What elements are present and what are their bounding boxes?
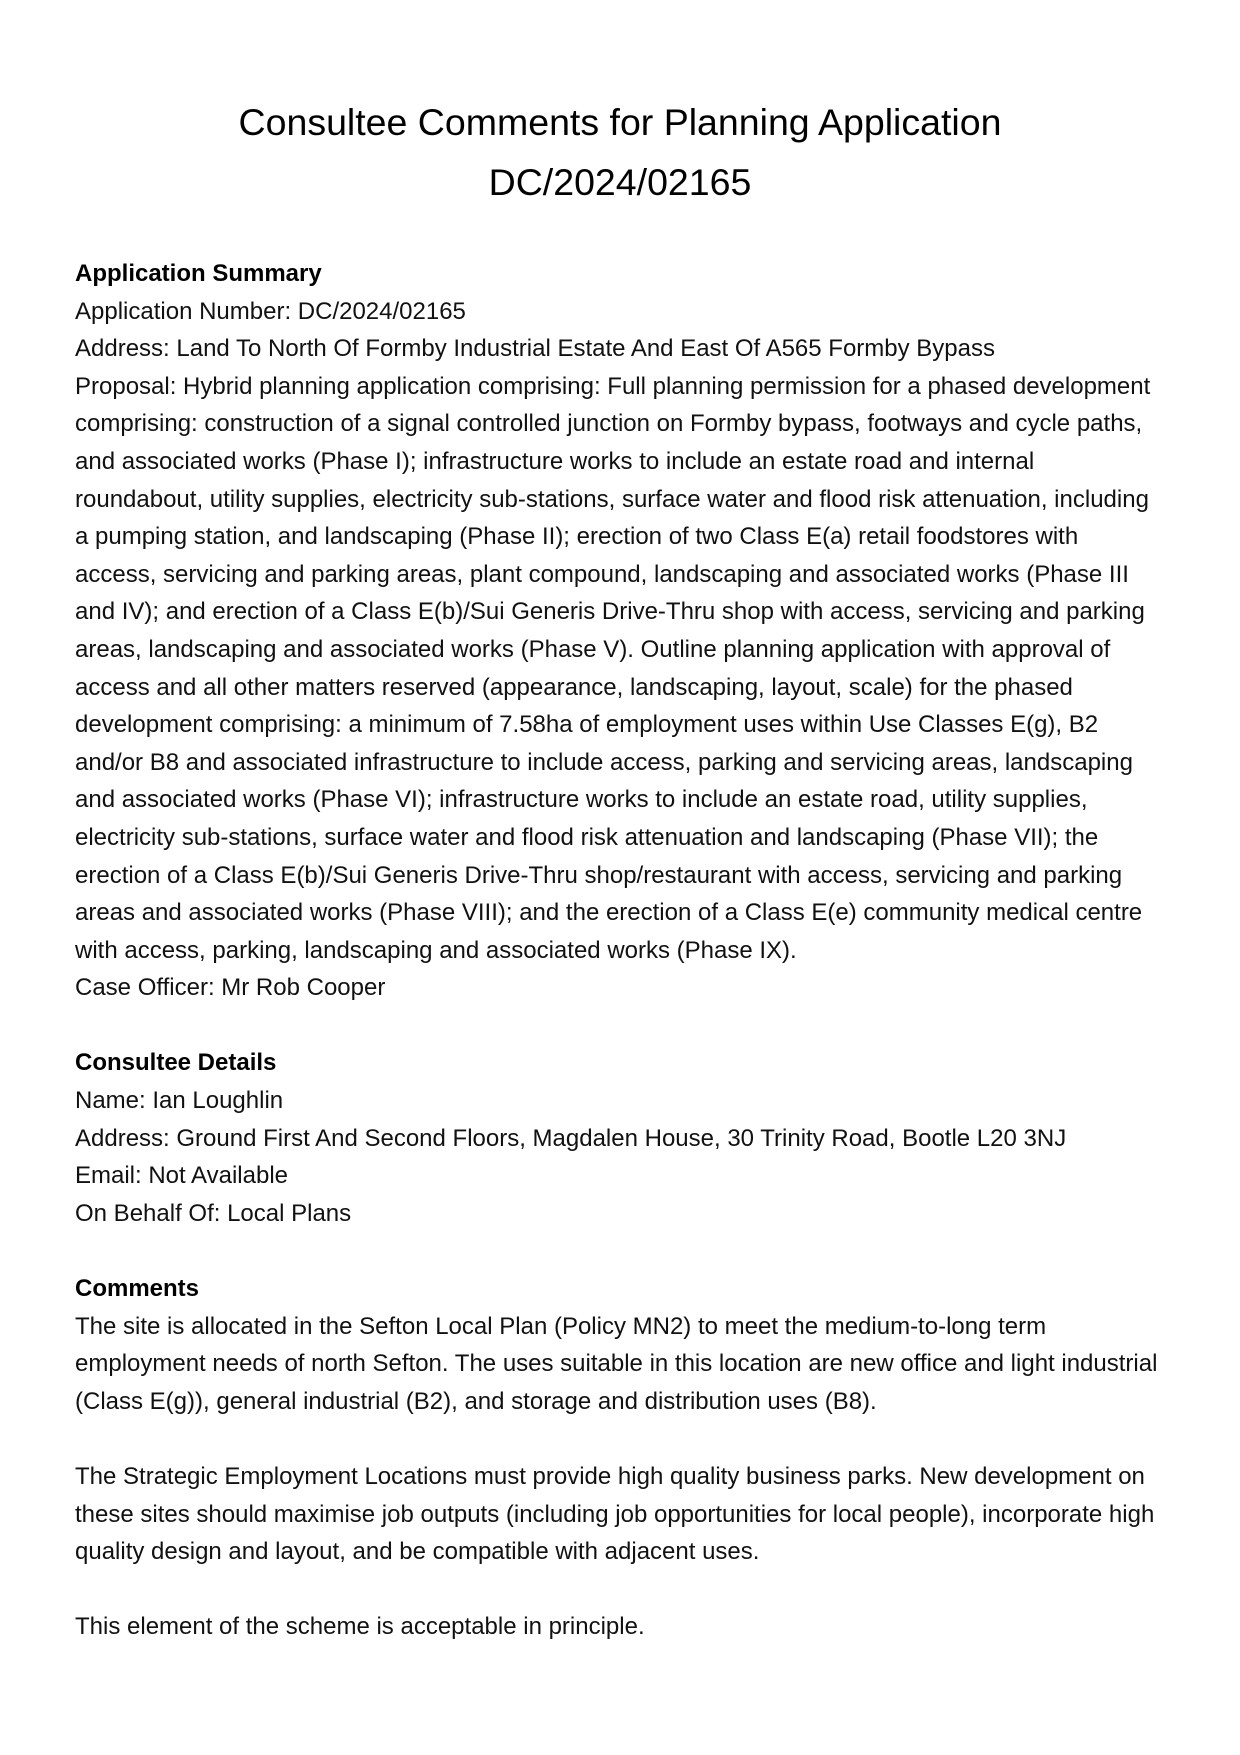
page-title <box>75 92 1165 212</box>
consultee-details-heading: Consultee Details <box>75 1049 277 1077</box>
comment-paragraph: The site is allocated in the Sefton Local Plan (Policy MN2) to meet the medium-to-long term employment needs of north Sefton. The uses suitable in this location are new office and light industrial (Class E(g)), general industrial (B2), and storage and distribution uses (B8). <box>75 1312 1158 1415</box>
application-proposal: Proposal: Hybrid planning application comprising: Full planning permission for a phased development comprising: construction of a signal controlled junction on Formby bypass, footways and cycle paths, and associated works (Phase I); infrastructure works to include an estate road and internal roundabout, utility supplies, electricity sub-stations, surface water and flood risk attenuation, including a pumping station, and landscaping (Phase II); erection of two Class E(a) retail foodstores with access, servicing and parking areas, plant compound, landscaping and associated works (Phase III and IV); and erection of a Class E(b)/Sui Generis Drive-Thru shop with access, servicing and parking areas, landscaping and associated works (Phase V). Outline planning application with approval of access and all other matters reserved (appearance, landscaping, layout, scale) for the phased development comprising: a minimum of 7.58ha of employment uses within Use Classes E(g), B2 and/or B8 and associated infrastructure to include access, parking and servicing areas, landscaping and associated works (Phase VI); infrastructure works to include an estate road, utility supplies, electricity sub-stations, surface water and flood risk attenuation and landscaping (Phase VII); the erection of a Class E(b)/Sui Generis Drive-Thru shop/restaurant with access, servicing and parking areas and associated works (Phase VIII); and the erection of a Class E(e) community medical centre with access, parking, landscaping and associated works (Phase IX). <box>75 372 1151 964</box>
case-officer: Case Officer: Mr Rob Cooper <box>75 974 386 1002</box>
consultee-details-section <box>75 1044 1165 1232</box>
consultee-name: Name: Ian Loughlin <box>75 1087 284 1115</box>
application-summary-section <box>75 255 1165 1007</box>
title-line-2: DC/2024/02165 <box>488 161 752 203</box>
application-address: Address: Land To North Of Formby Industrial Estate And East Of A565 Formby Bypass <box>75 335 995 363</box>
document-body <box>75 255 1165 1646</box>
comments-section <box>75 1270 1165 1646</box>
consultee-on-behalf-of: On Behalf Of: Local Plans <box>75 1199 352 1227</box>
comments-heading: Comments <box>75 1275 200 1303</box>
consultee-email: Email: Not Available <box>75 1162 288 1190</box>
consultee-address: Address: Ground First And Second Floors, Magdalen House, 30 Trinity Road, Bootle L20 3NJ <box>75 1124 1067 1152</box>
title-line-1: Consultee Comments for Planning Application <box>238 101 1002 143</box>
comment-paragraph: This element of the scheme is acceptable in principle. <box>75 1613 645 1641</box>
application-number: Application Number: DC/2024/02165 <box>75 297 466 325</box>
application-summary-heading: Application Summary <box>75 260 322 287</box>
comment-paragraph: The Strategic Employment Locations must provide high quality business parks. New development on these sites should maximise job outputs (including job opportunities for local people), incorporate high quality design and layout, and be compatible with adjacent uses. <box>75 1463 1155 1566</box>
